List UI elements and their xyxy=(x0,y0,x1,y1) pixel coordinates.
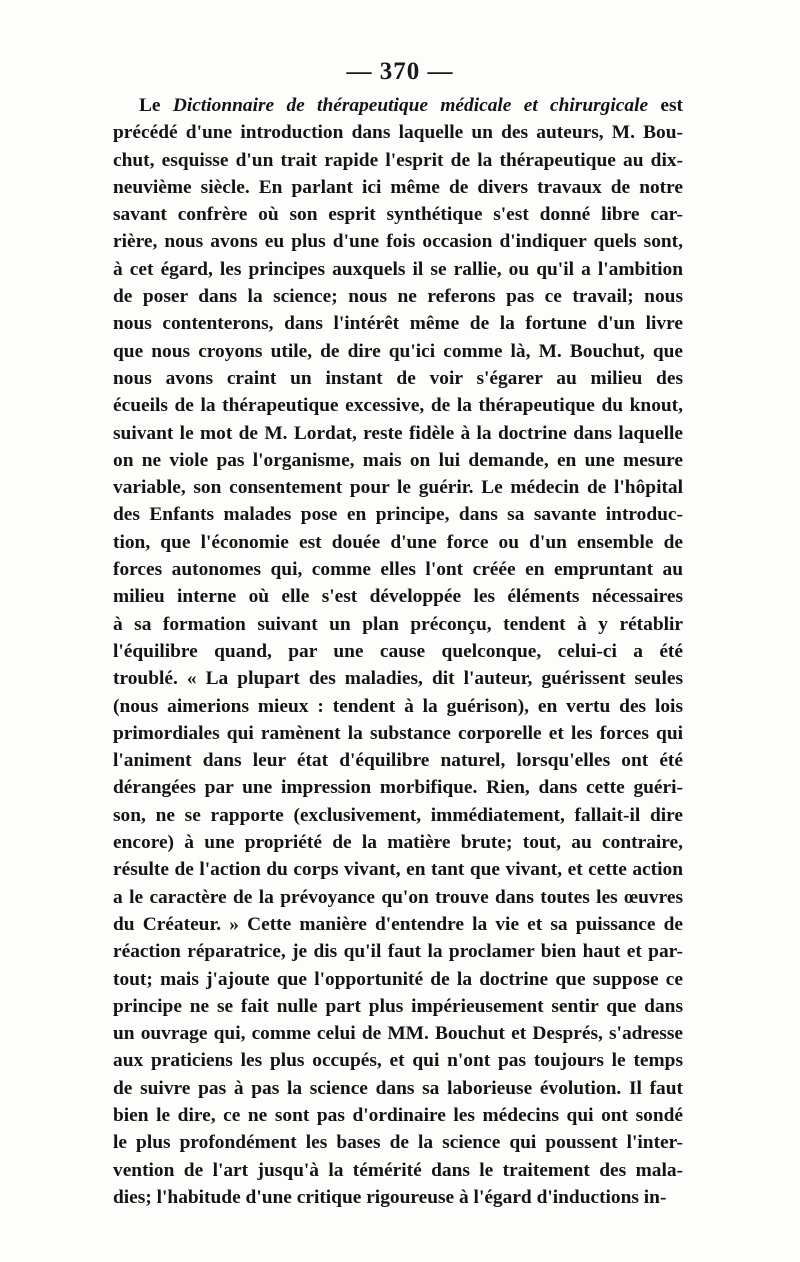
text-line xyxy=(113,556,683,583)
text-line xyxy=(113,1075,683,1102)
text-line xyxy=(113,611,683,638)
text-line xyxy=(113,338,683,365)
text-segment: de suivre pas à pas la science dans sa laborieuse évolution. Il faut xyxy=(113,1077,683,1099)
text-segment: principe ne se fait nulle part plus impérieusement sentir que dans xyxy=(113,995,683,1017)
text-line xyxy=(113,802,683,829)
text-line xyxy=(113,966,683,993)
text-segment: milieu interne où elle s'est développée les éléments nécessaires xyxy=(113,586,683,608)
text-line xyxy=(113,474,683,501)
italic-title-segment: Dictionnaire de thérapeutique médicale et chirurgicale xyxy=(172,95,649,116)
text-segment: (nous aimerions mieux : tendent à la guérison), en vertu des lois xyxy=(113,695,683,717)
text-segment: écueils de la thérapeutique excessive, de la thérapeutique du knout, xyxy=(113,395,683,417)
page-number: — 370 — xyxy=(346,58,454,85)
text-line xyxy=(113,1157,683,1184)
text-line xyxy=(113,720,683,747)
text-line xyxy=(113,1129,683,1156)
text-segment: l'équilibre quand, par une cause quelconque, celui-ci a été xyxy=(113,640,683,662)
text-line xyxy=(113,911,683,938)
text-segment: des Enfants malades pose en principe, dans sa savante introduc- xyxy=(113,504,683,526)
text-line xyxy=(113,665,683,692)
text-segment: à cet égard, les principes auxquels il se rallie, ou qu'il a l'ambition xyxy=(113,258,683,280)
text-line xyxy=(113,201,683,228)
text-segment: son, ne se rapporte (exclusivement, immédiatement, fallait-il dire xyxy=(113,804,683,826)
text-line xyxy=(113,365,683,392)
text-line xyxy=(113,392,683,419)
text-line xyxy=(113,693,683,720)
text-line xyxy=(113,174,683,201)
text-segment: un ouvrage qui, comme celui de MM. Bouchut et Després, s'adresse xyxy=(113,1023,683,1045)
text-line xyxy=(113,829,683,856)
text-line xyxy=(113,638,683,665)
text-line xyxy=(113,119,683,146)
text-segment: vention de l'art jusqu'à la témérité dans le traitement des mala- xyxy=(113,1159,683,1181)
text-segment: neuvième siècle. En parlant ici même de divers travaux de notre xyxy=(113,176,683,198)
text-line xyxy=(113,747,683,774)
text-segment: nous contenterons, dans l'intérêt même de la fortune d'un livre xyxy=(113,313,683,335)
text-segment: Le xyxy=(139,95,173,116)
text-line xyxy=(113,856,683,883)
text-segment: précédé d'une introduction dans laquelle un des auteurs, M. Bou- xyxy=(113,122,683,144)
text-segment: résulte de l'action du corps vivant, en tant que vivant, et cette action xyxy=(113,859,683,881)
text-line xyxy=(113,310,683,337)
text-segment: forces autonomes qui, comme elles l'ont créée en empruntant au xyxy=(113,559,683,581)
text-segment: encore) à une propriété de la matière brute; tout, au contraire, xyxy=(113,832,683,854)
text-segment: est xyxy=(648,95,683,116)
text-line xyxy=(113,501,683,528)
text-line xyxy=(113,147,683,174)
text-segment: aux praticiens les plus occupés, et qui n'ont pas toujours le temps xyxy=(113,1050,683,1072)
text-line xyxy=(113,938,683,965)
text-line xyxy=(113,283,683,310)
text-line xyxy=(113,420,683,447)
text-segment: chut, esquisse d'un trait rapide l'esprit de la thérapeutique au dix- xyxy=(113,149,683,171)
text-segment: suivant le mot de M. Lordat, reste fidèle à la doctrine dans laquelle xyxy=(113,422,683,444)
text-segment: réaction réparatrice, je dis qu'il faut la proclamer bien haut et par- xyxy=(113,941,683,963)
text-segment: l'animent dans leur état d'équilibre naturel, lorsqu'elles ont été xyxy=(113,750,683,772)
text-segment: dérangées par une impression morbifique. Rien, dans cette guéri- xyxy=(113,777,683,799)
text-line xyxy=(113,993,683,1020)
text-line xyxy=(113,1047,683,1074)
text-line xyxy=(113,1184,683,1211)
text-segment: nous avons craint un instant de voir s'égarer au milieu des xyxy=(113,367,683,389)
text-segment: de poser dans la science; nous ne referons pas ce travail; nous xyxy=(113,286,683,308)
text-segment: tion, que l'économie est douée d'une force ou d'un ensemble de xyxy=(113,531,683,553)
text-segment: à sa formation suivant un plan préconçu, tendent à y rétablir xyxy=(113,613,683,635)
text-line xyxy=(113,447,683,474)
text-segment: du Créateur. » Cette manière d'entendre la vie et sa puissance de xyxy=(113,913,683,935)
text-line xyxy=(113,92,683,119)
text-segment: bien le dire, ce ne sont pas d'ordinaire les médecins qui ont sondé xyxy=(113,1104,683,1126)
text-line xyxy=(113,529,683,556)
text-segment: que nous croyons utile, de dire qu'ici comme là, M. Bouchut, que xyxy=(113,340,683,362)
text-line xyxy=(113,583,683,610)
text-line xyxy=(113,228,683,255)
text-segment: dies; l'habitude d'une critique rigoureuse à l'égard d'inductions in- xyxy=(113,1186,667,1208)
text-line xyxy=(113,1102,683,1129)
text-line xyxy=(113,256,683,283)
text-segment: tout; mais j'ajoute que l'opportunité de la doctrine que suppose ce xyxy=(113,968,683,990)
text-line xyxy=(113,1020,683,1047)
text-segment: troublé. « La plupart des maladies, dit l'auteur, guérissent seules xyxy=(113,668,683,690)
text-segment: le plus profondément les bases de la science qui poussent l'inter- xyxy=(113,1132,683,1154)
text-line xyxy=(113,884,683,911)
text-segment: on ne viole pas l'organisme, mais on lui demande, en une mesure xyxy=(113,449,683,471)
text-segment: variable, son consentement pour le guérir. Le médecin de l'hôpital xyxy=(113,477,683,499)
text-segment: savant confrère où son esprit synthétique s'est donné libre car- xyxy=(113,204,683,226)
text-line xyxy=(113,774,683,801)
text-segment: a le caractère de la prévoyance qu'on trouve dans toutes les œuvres xyxy=(113,886,683,908)
body-text xyxy=(113,92,683,1211)
text-segment: primordiales qui ramènent la substance corporelle et les forces qui xyxy=(113,722,683,744)
text-segment: rière, nous avons eu plus d'une fois occasion d'indiquer quels sont, xyxy=(113,231,683,253)
